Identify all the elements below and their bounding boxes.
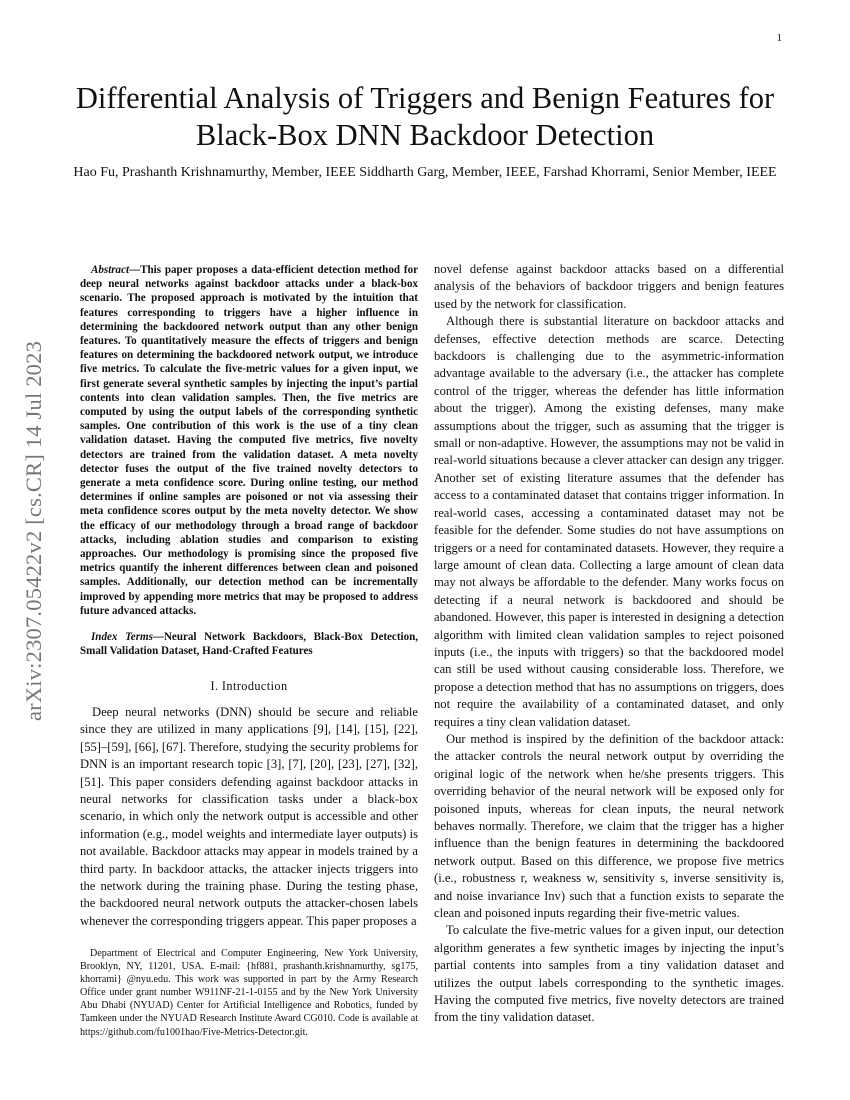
body-paragraph: Our method is inspired by the definition of the backdoor attack: the attacker controls the neural network output by overriding the original logic of the network when he/she presents triggers. This overriding behavior of the neural network will be exposed only for poisoned inputs, whereas for clean inputs, the neural network behaves normally. Therefore, we claim that the trigger has a higher influence than the benign features in determining the backdoored network output. Based on this difference, we propose five metrics (i.e., robustness r, weakness w, sensitivity s, inverse sensitivity is, and noise invariance Inv) such that a function exists to separate the clean and poisoned inputs regarding their five-metric values.	[434, 731, 784, 921]
body-paragraph: Although there is substantial literature on backdoor attacks and defenses, effective detection methods are scarce. Detecting backdoors is challenging due to the asymmetric-information advantage available to the adversary (i.e., the attacker has complete control of the trigger, whereas the defender has little information about the trigger). Among the existing defenses, many make assumptions about the trigger, such as assuming that the trigger is small or non-adaptive. However, the assumptions may not be valid in real-world situations because a clever attacker can design any trigger. Another set of existing literature assumes that the defender has access to a contaminated dataset that contains trigger information. In real-world cases, accessing a contaminated dataset may not be feasible for the defender. Some studies do not have assumptions on triggers or a need for contaminated datasets. However, they require a large amount of clean data. Collecting a large amount of clean data may not always be affordable to the defender. Many works focus on detecting if a neural network is backdoored and should be abandoned. However, this paper is interested in designing a detection algorithm with limited clean validation samples to reject poisoned inputs (i.e., the inputs with triggers) so that the backdoored model can still be used without causing considerable loss. Therefore, we propose a detection method that has no assumptions on triggers, does not require the availability of a contaminated dataset, and only requires a tiny clean validation dataset.	[434, 314, 784, 729]
abstract-text: —This paper proposes a data-efficient detection method for deep neural networks against backdoor attacks under a black-box scenario. The proposed approach is motivated by the intuition that features corresponding to triggers have a higher influence in determining the backdoored network output than any other benign features. To quantitatively measure the effects of triggers and benign features on determining the backdoored network output, we introduce five metrics. To calculate the five-metric values for a given input, we first generate several synthetic samples by injecting the input’s partial contents into clean validation samples. Then, the five metrics are computed by using the output labels of the corresponding synthetic samples. One contribution of this work is the use of a tiny clean validation dataset. Having the computed five metrics, five novelty detectors are trained from the validation dataset. A meta novelty detector fuses the output of the five trained novelty detectors to generate a meta confidence score. During online testing, our method determines if online samples are poisoned or not via assessing their meta confidence scores output by the meta novelty detector. We show the efficacy of our methodology through a broad range of backdoor attacks, including ablation studies and comparison to existing approaches. Our methodology is promising since the proposed five metrics quantify the inherent differences between clean and poisoned samples. Additionally, our detection method can be incrementally improved by appending more metrics that may be proposed to address future advanced attacks.	[80, 264, 418, 617]
index-terms-label: Index Terms	[91, 631, 153, 644]
abstract-label: Abstract	[91, 264, 130, 276]
abstract	[80, 263, 418, 618]
arxiv-id: arXiv:2307.05422v2 [cs.CR] 14 Jul 2023	[21, 340, 46, 722]
body-paragraph: To calculate the five-metric values for a given input, our detection algorithm generates a few synthetic images by injecting the input’s partial contents into samples from a tiny validation dataset and utilizes the output labels corresponding to the synthetic images. Having the computed five metrics, five novelty detectors are trained from the tiny validation dataset.	[434, 923, 784, 1025]
body-paragraph-continued: novel defense against backdoor attacks based on a differential analysis of the behaviors of backdoor triggers and benign features used by the network for classification.	[434, 262, 784, 311]
section-heading-introduction: I. Introduction	[210, 679, 288, 694]
right-column	[434, 261, 784, 1027]
paper-title: Differential Analysis of Triggers and Benign Features for Black-Box DNN Backdoor Detection	[75, 81, 775, 152]
page-number: 1	[776, 32, 782, 44]
index-terms-text: —Neural Network Backdoors, Black-Box Detection, Small Validation Dataset, Hand-Crafted Features	[80, 631, 419, 658]
index-terms	[80, 630, 418, 658]
intro-paragraph: Deep neural networks (DNN) should be secure and reliable since they are utilized in many applications [9], [14], [15], [22], [55]–[59], [66], [67]. Therefore, studying the security problems for DNN is an important research topic [3], [7], [20], [23], [27], [32], [51]. This paper considers defending against backdoor attacks in neural networks for classification tasks under a black-box scenario, in which only the network output is accessible and other information (e.g., model weights and intermediate layer outputs) is not available. Backdoor attacks may appear in models trained by a third party. In backdoor attacks, the attacker injects triggers into the network during the training phase. During the testing phase, the backdoored neural network outputs the attacker-chosen labels whenever the corresponding triggers appear. This paper proposes a	[80, 704, 418, 928]
arxiv-stamp	[8, 296, 60, 766]
left-column	[80, 263, 418, 930]
footnote: Department of Electrical and Computer Engineering, New York University, Brooklyn, NY, 11201, USA. E-mail: {hf881, prashanth.krishnamurthy, sg175, khorrami} @nyu.edu. This work was supported in part by the Army Research Office under grant number W911NF-21-1-0155 and by the New York University Abu Dhabi (NYUAD) Center for Artificial Intelligence and Robotics, funded by Tamkeen under the NYUAD Research Institute Award CG010. Code is available at https://github.com/fu1001hao/Five-Metrics-Detector.git.	[80, 948, 418, 1038]
author-list: Hao Fu, Prashanth Krishnamurthy, Member, IEEE Siddharth Garg, Member, IEEE, Farshad Khorrami, Senior Member, IEEE	[73, 165, 777, 180]
